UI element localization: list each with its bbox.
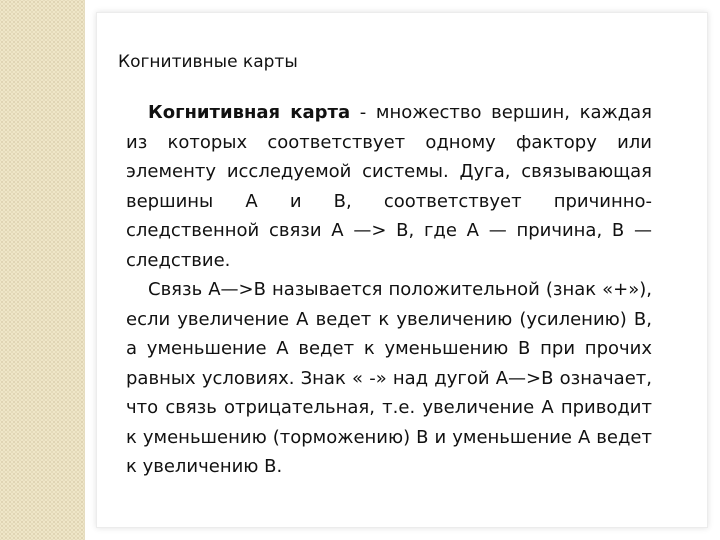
definition-term: Когнитивная карта — [148, 102, 351, 123]
definition-text: - множество вершин, каждая из которых соответствует одному фактору или элементу исследуемой системы. Дуга, связывающая вершины А и В, соответствует причинно-следственной связи А —> В, где А — причина, В — следствие. — [126, 102, 652, 271]
left-band-edge — [84, 0, 85, 540]
definition-paragraph — [126, 98, 652, 275]
sign-explanation-paragraph: Связь А—>В называется положительной (знак «+»), если увеличение А ведет к увеличению (усилению) В, а уменьшение А ведет к уменьшению В при прочих равных условиях. Знак « -» над дугой А—>В означает, что связь отрицательная, т.е. увеличение А приводит к уменьшению (торможению) В и уменьшение А ведет к увеличению В. — [126, 279, 652, 477]
slide-title: Когнитивные карты — [118, 52, 298, 72]
slide-body — [126, 98, 652, 482]
decorative-left-band — [0, 0, 84, 540]
